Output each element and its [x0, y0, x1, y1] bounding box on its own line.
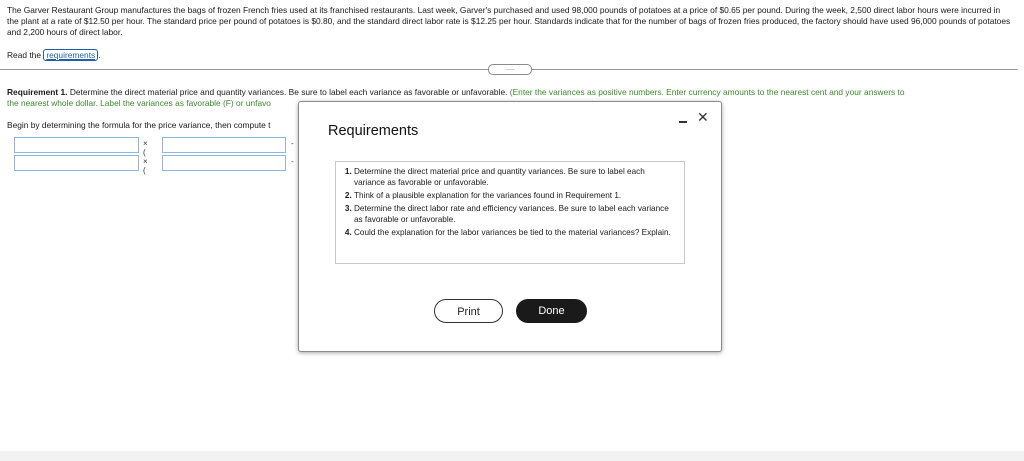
- formula-term-field[interactable]: [162, 137, 286, 153]
- dialog-title: Requirements: [328, 123, 419, 139]
- requirement-item-1: 1. Determine the direct material price and quantity variances. Be sure to label each variance as favorable or unfavorable.: [354, 166, 676, 188]
- requirements-dialog: [298, 101, 722, 352]
- computation-term-field[interactable]: [162, 155, 286, 171]
- formula-label-field[interactable]: [14, 137, 139, 153]
- requirement-item-4: 4. Could the explanation for the labor variances be tied to the material variances? Explain.: [354, 227, 676, 238]
- read-suffix: .: [98, 50, 101, 60]
- close-icon[interactable]: ✕: [697, 109, 709, 125]
- requirement-1-hint-2: the nearest whole dollar. Label the variances as favorable (F) or unfavo: [7, 97, 271, 108]
- computation-value-field[interactable]: [14, 155, 139, 171]
- requirement-item-3: 3. Determine the direct labor rate and efficiency variances. Be sure to label each variance as favorable or unfavorable.: [354, 203, 676, 225]
- minimize-icon[interactable]: [677, 113, 689, 125]
- footer-strip: [0, 451, 1024, 461]
- multiply-operator: × (: [143, 157, 148, 175]
- minus-operator: -: [291, 139, 294, 148]
- requirements-list-box: [335, 161, 685, 264]
- requirement-item-2: 2. Think of a plausible explanation for the variances found in Requirement 1.: [354, 190, 676, 201]
- requirement-1-label: Requirement 1.: [7, 87, 68, 97]
- minus-operator: -: [291, 157, 294, 166]
- problem-statement: The Garver Restaurant Group manufactures the bags of frozen French fries used at its franchised restaurants. Last week, Garver's purchased and used 98,000 pounds of potatoes at a price of $0.65 per pound. During the week, 2,500 direct labor hours were incurred in the plant at a rate of $12.50 per hour. The standard price per pound of potatoes is $0.80, and the standard direct labor rate is $12.25 per hour. Standards indicate that for the number of bags of frozen fries produced, the factory should have used 96,000 pounds of potatoes and 2,200 hours of direct labor.: [7, 5, 1011, 37]
- multiply-operator: × (: [143, 139, 148, 157]
- read-requirements-line: [7, 50, 101, 60]
- print-button[interactable]: Print: [434, 299, 503, 323]
- read-prefix: Read the: [7, 50, 44, 60]
- requirement-1-hint: (Enter the variances as positive numbers. Enter currency amounts to the nearest cent and your answers to: [509, 87, 905, 97]
- requirements-link[interactable]: requirements: [43, 49, 98, 61]
- begin-instruction: Begin by determining the formula for the price variance, then compute t: [7, 120, 271, 130]
- expand-toggle[interactable]: .....: [488, 64, 532, 75]
- requirement-1-body: Determine the direct material price and quantity variances. Be sure to label each variance as favorable or unfavorable.: [67, 87, 510, 97]
- done-button[interactable]: Done: [516, 299, 587, 323]
